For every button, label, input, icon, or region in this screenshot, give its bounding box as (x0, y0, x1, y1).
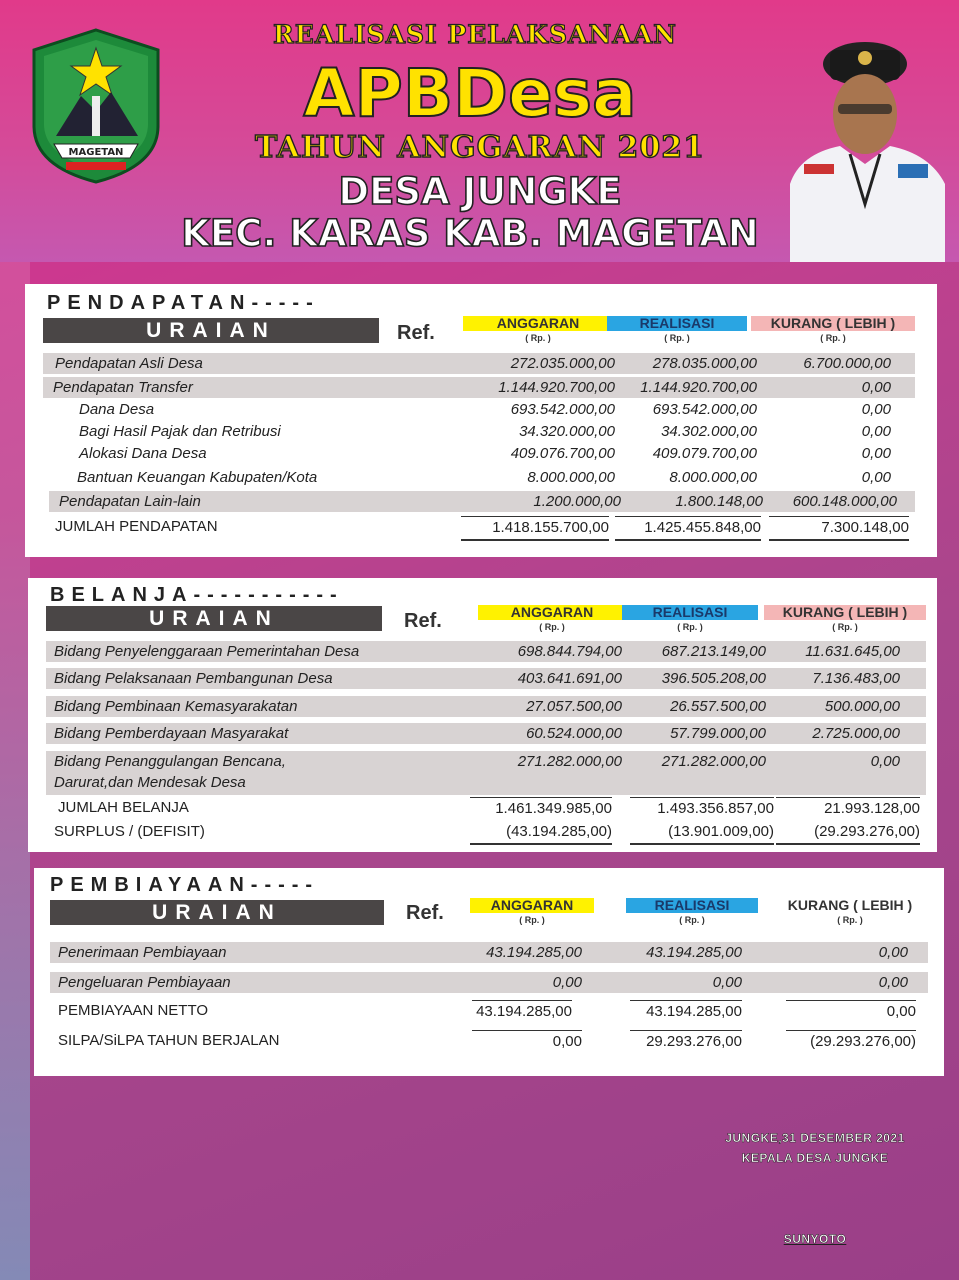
table-row: Bidang Penyelenggaraan Pemerintahan Desa 698.844.794,00 687.213.149,00 11.631.645,00 (46, 641, 926, 662)
anggaran-header: ANGGARAN (470, 898, 594, 913)
belanja-panel (28, 578, 937, 852)
table-row: Pendapatan Transfer 1.144.920.700,00 1.144.920.700,00 0,00 (43, 377, 915, 398)
rp-label: ( Rp. ) (539, 622, 565, 632)
title-district: KEC. KARAS KAB. MAGETAN (181, 212, 759, 255)
signature-place-date: JUNGKE,31 DESEMBER 2021 (725, 1131, 905, 1145)
uraian-header: URAIAN (50, 900, 384, 925)
ref-header: Ref. (406, 902, 444, 924)
title-line1: REALISASI PELAKSANAAN (273, 20, 677, 49)
surplus-row: SURPLUS / (DEFISIT) (43.194.285,00) (13.901.009,00) (29.293.276,00) (46, 821, 926, 843)
anggaran-header: ANGGARAN (478, 605, 626, 620)
rp-label: ( Rp. ) (832, 622, 858, 632)
silpa-row: SILPA/SiLPA TAHUN BERJALAN 0,00 29.293.276,00 (29.293.276,00) (50, 1030, 928, 1052)
netto-row: PEMBIAYAAN NETTO 43.194.285,00 43.194.285,00 0,00 (50, 1000, 928, 1022)
rp-label: ( Rp. ) (820, 333, 846, 343)
signature-name: SUNYOTO (783, 1232, 847, 1246)
pendapatan-panel (25, 284, 937, 557)
table-row: Bidang Pembinaan Kemasyarakatan 27.057.500,00 26.557.500,00 500.000,00 (46, 696, 926, 717)
table-row: Dana Desa 693.542.000,00 693.542.000,00 0,00 (79, 401, 891, 418)
table-row: Bidang Pelaksanaan Pembangunan Desa 403.641.691,00 396.505.208,00 7.136.483,00 (46, 668, 926, 689)
section-title-pembiayaan: PEMBIAYAAN----- (50, 874, 320, 896)
rp-label: ( Rp. ) (677, 622, 703, 632)
table-row: Penerimaan Pembiayaan 43.194.285,00 43.194.285,00 0,00 (50, 942, 928, 963)
rp-label: ( Rp. ) (679, 915, 705, 925)
table-row: Pendapatan Asli Desa 272.035.000,00 278.035.000,00 6.700.000,00 (43, 353, 915, 374)
village-head-photo (780, 14, 950, 262)
section-title-belanja: BELANJA----------- (50, 584, 344, 606)
title-year: TAHUN ANGGARAN 2021 (254, 130, 706, 165)
magetan-emblem (26, 26, 166, 186)
table-row: Pendapatan Lain-lain 1.200.000,00 1.800.148,00 600.148.000,00 (49, 491, 915, 512)
title-apbdesa: APBDesa (303, 55, 637, 132)
kurang-header: KURANG ( LEBIH ) (770, 898, 930, 913)
uraian-header: URAIAN (46, 606, 382, 631)
logo-text: MAGETAN (68, 147, 124, 158)
total-row: JUMLAH PENDAPATAN 1.418.155.700,00 1.425.455.848,00 7.300.148,00 (43, 516, 915, 538)
rp-label: ( Rp. ) (664, 333, 690, 343)
ref-header: Ref. (397, 322, 435, 344)
rp-label: ( Rp. ) (519, 915, 545, 925)
title-village: DESA JUNGKE (338, 170, 622, 213)
realisasi-header: REALISASI (626, 898, 758, 913)
realisasi-header: REALISASI (622, 605, 758, 620)
rp-label: ( Rp. ) (837, 915, 863, 925)
ref-header: Ref. (404, 610, 442, 632)
section-title-pendapatan: PENDAPATAN----- (47, 292, 320, 314)
table-row: Pengeluaran Pembiayaan 0,00 0,00 0,00 (50, 972, 928, 993)
kurang-header: KURANG ( LEBIH ) (751, 316, 915, 331)
table-row: Bidang Penanggulangan Bencana, Darurat,dan Mendesak Desa 271.282.000,00 271.282.000,00 0,00 (46, 751, 926, 795)
anggaran-header: ANGGARAN (463, 316, 613, 331)
table-row: Bantuan Keuangan Kabupaten/Kota 8.000.000,00 8.000.000,00 0,00 (77, 469, 891, 486)
table-row: Bagi Hasil Pajak dan Retribusi 34.320.000,00 34.302.000,00 0,00 (79, 423, 891, 440)
table-row: Bidang Pemberdayaan Masyarakat 60.524.000,00 57.799.000,00 2.725.000,00 (46, 723, 926, 744)
realisasi-header: REALISASI (607, 316, 747, 331)
total-row: JUMLAH BELANJA 1.461.349.985,00 1.493.356.857,00 21.993.128,00 (46, 797, 926, 819)
uraian-header: URAIAN (43, 318, 379, 343)
pembiayaan-panel (34, 868, 944, 1076)
rp-label: ( Rp. ) (525, 333, 551, 343)
kurang-header: KURANG ( LEBIH ) (764, 605, 926, 620)
table-row: Alokasi Dana Desa 409.076.700,00 409.079.700,00 0,00 (79, 445, 891, 462)
signature-position: KEPALA DESA JUNGKE (741, 1151, 889, 1165)
